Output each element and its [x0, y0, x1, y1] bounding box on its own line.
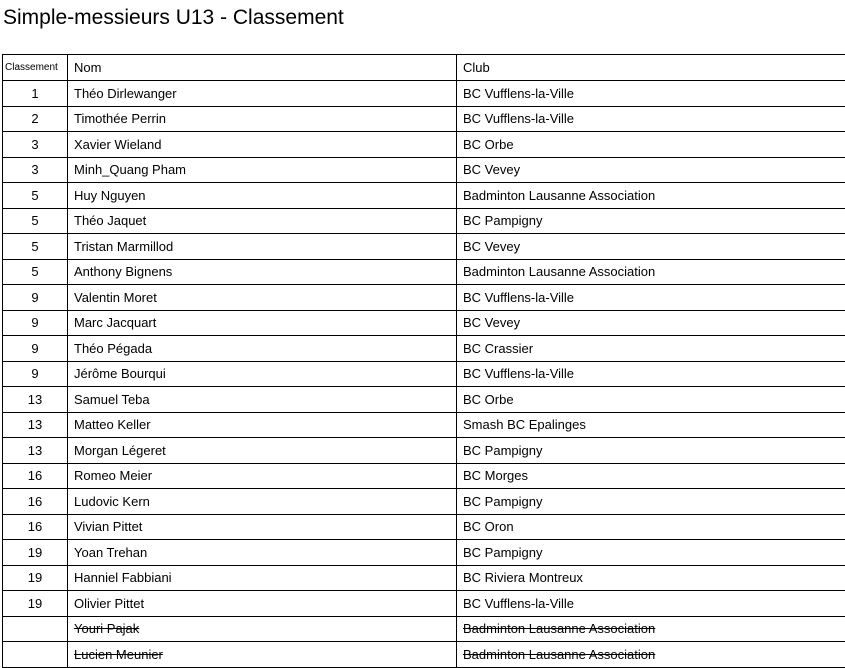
- club-name: BC Vufflens-la-Ville: [463, 366, 575, 382]
- player-name: Olivier Pittet: [74, 595, 145, 611]
- rank-cell: 3: [3, 157, 68, 183]
- table-row: [3, 565, 845, 591]
- player-name-cell: [68, 642, 457, 668]
- player-name-cell: [68, 259, 457, 285]
- club-cell: [457, 336, 845, 362]
- rank-cell: 19: [3, 591, 68, 617]
- player-name: Marc Jacquart: [74, 315, 157, 331]
- club-name: BC Riviera Montreux: [463, 570, 583, 586]
- club-name: BC Morges: [463, 468, 529, 484]
- club-cell: [457, 387, 845, 413]
- club-cell: [457, 132, 845, 158]
- player-name-cell: [68, 336, 457, 362]
- rank-cell: 5: [3, 208, 68, 234]
- rank-cell: 9: [3, 361, 68, 387]
- club-name: Badminton Lausanne Association: [463, 646, 656, 662]
- table-row: [3, 591, 845, 617]
- club-cell: [457, 438, 845, 464]
- ranking-table-body: [3, 81, 845, 668]
- player-name: Timothée Perrin: [74, 111, 166, 127]
- club-name: BC Crassier: [463, 340, 534, 356]
- club-name: BC Pampigny: [463, 493, 543, 509]
- player-name-cell: [68, 540, 457, 566]
- player-name: Théo Dirlewanger: [74, 85, 177, 101]
- player-name: Huy Nguyen: [74, 187, 146, 203]
- club-cell: [457, 361, 845, 387]
- player-name: Romeo Meier: [74, 468, 153, 484]
- table-header-row: [3, 55, 845, 81]
- player-name: Lucien Meunier: [74, 646, 163, 662]
- club-cell: [457, 106, 845, 132]
- rank-cell: 13: [3, 412, 68, 438]
- table-row: [3, 336, 845, 362]
- rank-cell: 16: [3, 489, 68, 515]
- club-cell: [457, 285, 845, 311]
- club-name: BC Oron: [463, 519, 514, 535]
- table-row: [3, 208, 845, 234]
- player-name-cell: [68, 591, 457, 617]
- club-name: BC Vufflens-la-Ville: [463, 595, 575, 611]
- player-name: Hanniel Fabbiani: [74, 570, 172, 586]
- column-header-rank: Classement: [3, 55, 68, 81]
- club-cell: [457, 157, 845, 183]
- player-name: Minh_Quang Pham: [74, 162, 187, 178]
- rank-cell: [3, 642, 68, 668]
- rank-cell: 9: [3, 310, 68, 336]
- club-cell: [457, 616, 845, 642]
- club-cell: [457, 81, 845, 107]
- rank-cell: 16: [3, 514, 68, 540]
- player-name-cell: [68, 106, 457, 132]
- table-row: [3, 642, 845, 668]
- player-name-cell: [68, 463, 457, 489]
- table-row: [3, 540, 845, 566]
- player-name: Jérôme Bourqui: [74, 366, 166, 382]
- club-cell: [457, 463, 845, 489]
- rank-cell: 13: [3, 438, 68, 464]
- club-name: BC Pampigny: [463, 442, 543, 458]
- rank-cell: 13: [3, 387, 68, 413]
- table-row: [3, 489, 845, 515]
- table-row: [3, 616, 845, 642]
- club-cell: [457, 540, 845, 566]
- player-name: Matteo Keller: [74, 417, 151, 433]
- rank-cell: [3, 616, 68, 642]
- player-name: Valentin Moret: [74, 289, 157, 305]
- club-name: BC Vevey: [463, 238, 521, 254]
- player-name-cell: [68, 514, 457, 540]
- rank-cell: 2: [3, 106, 68, 132]
- club-name: BC Vevey: [463, 315, 521, 331]
- club-name: Smash BC Epalinges: [463, 417, 586, 433]
- rank-cell: 1: [3, 81, 68, 107]
- table-row: [3, 387, 845, 413]
- player-name-cell: [68, 208, 457, 234]
- player-name: Xavier Wieland: [74, 136, 162, 152]
- column-header-name: Nom: [68, 55, 457, 81]
- table-row: [3, 361, 845, 387]
- table-row: [3, 106, 845, 132]
- player-name: Tristan Marmillod: [74, 238, 174, 254]
- table-row: [3, 132, 845, 158]
- player-name-cell: [68, 387, 457, 413]
- table-row: [3, 234, 845, 260]
- club-cell: [457, 234, 845, 260]
- club-name: Badminton Lausanne Association: [463, 187, 656, 203]
- club-name: BC Pampigny: [463, 544, 543, 560]
- club-cell: [457, 565, 845, 591]
- club-cell: [457, 310, 845, 336]
- club-name: BC Orbe: [463, 391, 514, 407]
- table-row: [3, 157, 845, 183]
- club-name: BC Orbe: [463, 136, 514, 152]
- club-cell: [457, 514, 845, 540]
- club-cell: [457, 591, 845, 617]
- club-cell: [457, 183, 845, 209]
- player-name: Vivian Pittet: [74, 519, 143, 535]
- player-name: Yoan Trehan: [74, 544, 148, 560]
- player-name-cell: [68, 412, 457, 438]
- club-cell: [457, 259, 845, 285]
- player-name-cell: [68, 361, 457, 387]
- player-name-cell: [68, 438, 457, 464]
- rank-cell: 19: [3, 540, 68, 566]
- player-name-cell: [68, 157, 457, 183]
- club-cell: [457, 412, 845, 438]
- player-name: Youri Pajak: [74, 621, 140, 637]
- rank-cell: 5: [3, 259, 68, 285]
- rank-cell: 5: [3, 234, 68, 260]
- rank-cell: 5: [3, 183, 68, 209]
- player-name-cell: [68, 565, 457, 591]
- club-cell: [457, 489, 845, 515]
- player-name-cell: [68, 81, 457, 107]
- table-row: [3, 412, 845, 438]
- rank-cell: 3: [3, 132, 68, 158]
- club-name: BC Vufflens-la-Ville: [463, 289, 575, 305]
- club-cell: [457, 208, 845, 234]
- player-name-cell: [68, 234, 457, 260]
- rank-cell: 9: [3, 285, 68, 311]
- table-row: [3, 438, 845, 464]
- table-row: [3, 463, 845, 489]
- player-name-cell: [68, 183, 457, 209]
- player-name: Théo Jaquet: [74, 213, 147, 229]
- rank-cell: 9: [3, 336, 68, 362]
- player-name: Samuel Teba: [74, 391, 150, 407]
- player-name-cell: [68, 285, 457, 311]
- player-name-cell: [68, 310, 457, 336]
- player-name: Morgan Légeret: [74, 442, 166, 458]
- club-name: BC Pampigny: [463, 213, 543, 229]
- club-name: Badminton Lausanne Association: [463, 264, 656, 280]
- club-name: BC Vufflens-la-Ville: [463, 85, 575, 101]
- club-cell: [457, 642, 845, 668]
- club-name: Badminton Lausanne Association: [463, 621, 656, 637]
- table-row: [3, 183, 845, 209]
- club-name: BC Vevey: [463, 162, 521, 178]
- player-name: Théo Pégada: [74, 340, 153, 356]
- table-row: [3, 285, 845, 311]
- club-name: BC Vufflens-la-Ville: [463, 111, 575, 127]
- page-title: Simple-messieurs U13 - Classement: [3, 6, 344, 29]
- player-name-cell: [68, 489, 457, 515]
- player-name-cell: [68, 132, 457, 158]
- player-name: Anthony Bignens: [74, 264, 173, 280]
- table-row: [3, 81, 845, 107]
- rank-cell: 16: [3, 463, 68, 489]
- table-row: [3, 259, 845, 285]
- table-row: [3, 310, 845, 336]
- player-name: Ludovic Kern: [74, 493, 150, 509]
- player-name-cell: [68, 616, 457, 642]
- rank-cell: 19: [3, 565, 68, 591]
- column-header-club: Club: [457, 55, 845, 81]
- ranking-table: [2, 54, 845, 668]
- table-row: [3, 514, 845, 540]
